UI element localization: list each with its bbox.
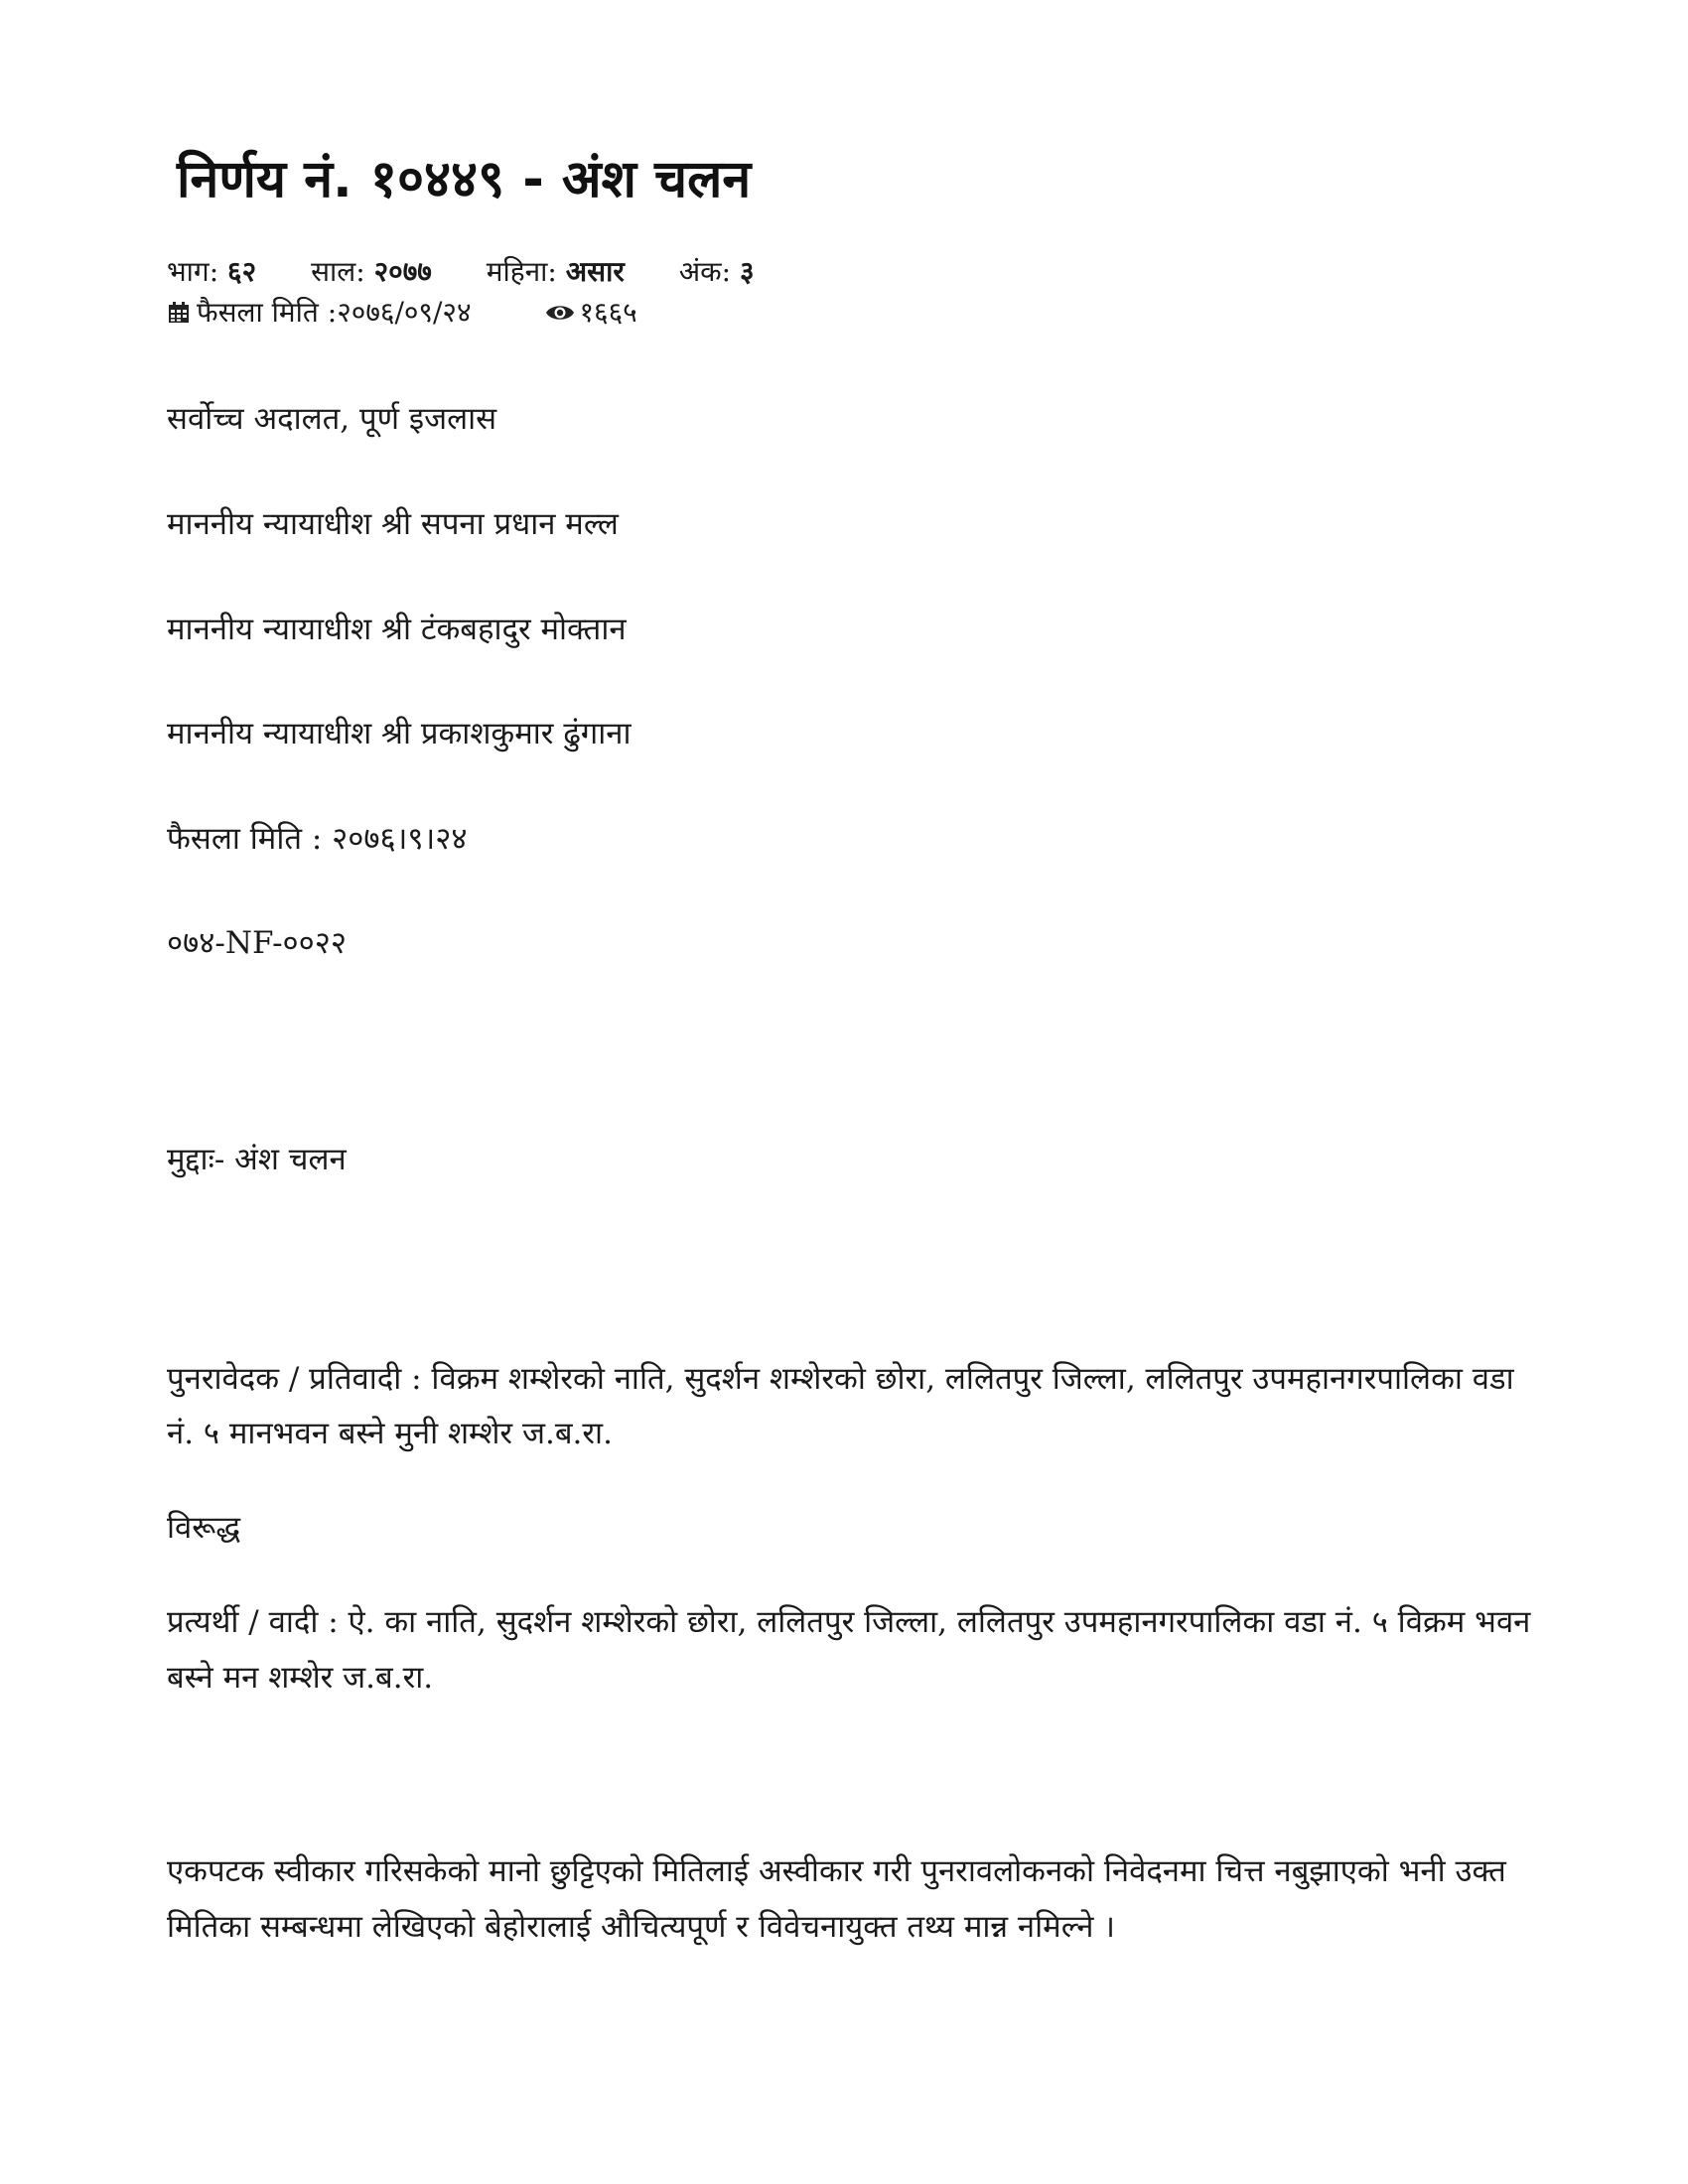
case-summary: एकपटक स्वीकार गरिसकेको मानो छुट्टिएको मितिलाई अस्वीकार गरी पुनरावलोकनको निवेदनमा चित्त नबुझाएको भनी उक्त मितिका सम्बन्धमा लेखिएको बेहोरालाई औचित्यपूर्ण र विवेचनायुक्त तथ्य मान्न नमिल्ने । — [167, 1853, 1506, 1946]
judge-1: माननीय न्यायाधीश श्री सपना प्रधान मल्ल — [167, 505, 619, 542]
decision-date-value: २०७६/०९/२४ — [337, 296, 472, 330]
issue-value: ३ — [739, 255, 755, 289]
part-value: ६२ — [227, 255, 257, 289]
issue-meta — [679, 254, 755, 289]
part-meta — [167, 254, 256, 289]
page-title: निर्णय नं. १०४४९ - अंश चलन — [177, 150, 752, 209]
judge-3: माननीय न्यायाधीश श्री प्रकाशकुमार ढुंगाना — [167, 716, 632, 752]
case-number: ०७४-NF-००२२ — [167, 925, 348, 962]
decision-date: फैसला मिति : २०७६।९।२४ — [167, 820, 468, 857]
eye-icon — [545, 302, 575, 324]
part-label: भाग: — [167, 255, 219, 289]
versus-text: विरूद्ध — [167, 1510, 241, 1547]
year-value: २०७७ — [373, 255, 432, 289]
issue-label: अंक: — [678, 255, 732, 289]
appellant-text: पुनरावेदक / प्रतिवादी : विक्रम शम्शेरको नाति, सुदर्शन शम्शेरको छोरा, ललितपुर जिल्ला, ललितपुर उपमहानगरपालिका वडा नं. ५ मानभवन बस्ने मुनी शम्शेर ज.ब.रा. — [167, 1360, 1514, 1452]
calendar-icon — [167, 301, 191, 325]
views-meta — [545, 295, 636, 330]
month-value: असार — [565, 255, 625, 289]
judge-2: माननीय न्यायाधीश श्री टंकबहादुर मोक्तान — [167, 611, 627, 647]
month-label: महिना: — [486, 255, 557, 289]
publication-meta — [167, 254, 1537, 289]
case-subject: मुद्दाः- अंश चलन — [167, 1141, 347, 1177]
year-meta — [311, 254, 432, 289]
document-page — [167, 149, 1537, 1956]
decision-date-meta — [167, 295, 472, 330]
respondent-text: प्रत्यर्थी / वादी : ऐ. का नाति, सुदर्शन शम्शेरको छोरा, ललितपुर जिल्ला, ललितपुर उपमहानगरपालिका वडा नं. ५ विक्रम भवन बस्ने मन शम्शेर ज.ब.रा. — [167, 1603, 1531, 1696]
court-name: सर्वोच्च अदालत, पूर्ण इजलास — [167, 401, 497, 438]
date-views-row — [167, 293, 1537, 330]
year-label: साल: — [311, 255, 365, 289]
month-meta — [487, 254, 625, 289]
view-count: १६६५ — [579, 296, 637, 330]
decision-date-label: फैसला मिति : — [197, 296, 338, 330]
